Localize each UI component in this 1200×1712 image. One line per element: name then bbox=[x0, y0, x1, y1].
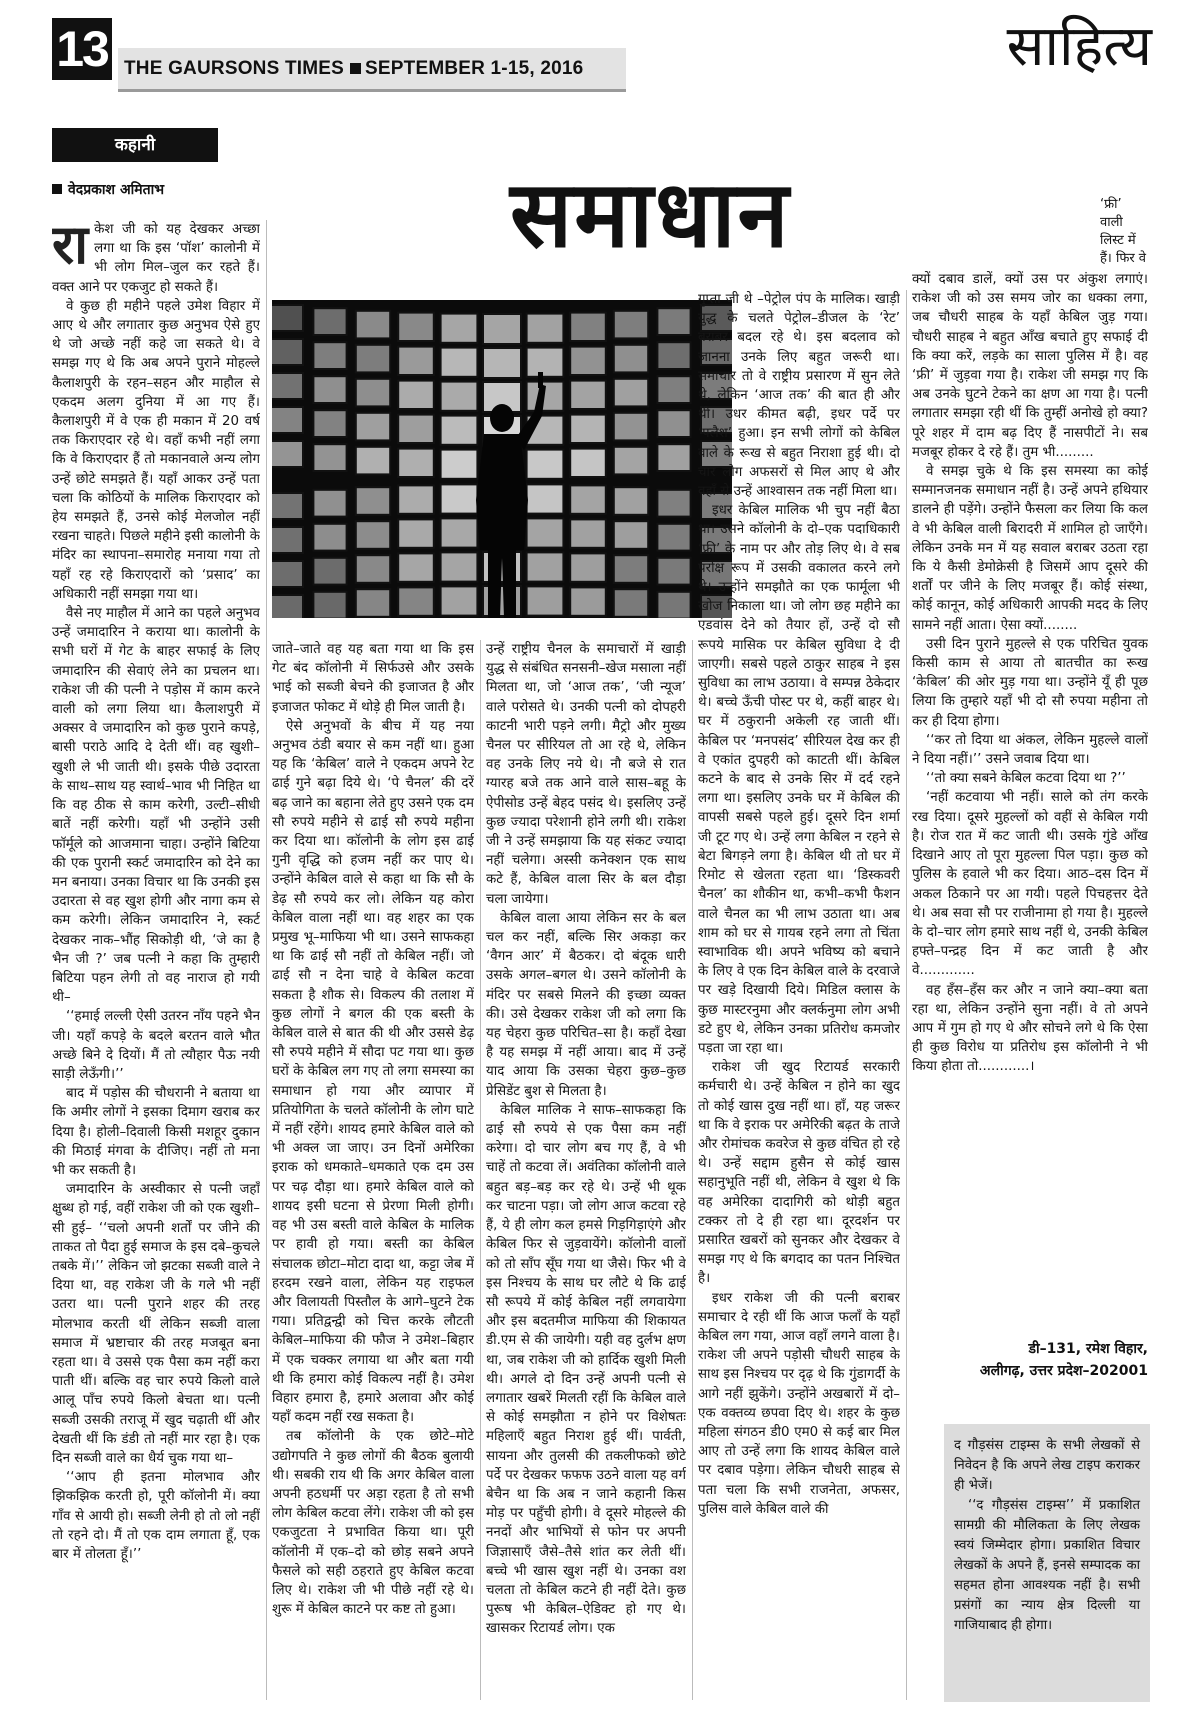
paragraph: इधर केबिल मालिक भी चुप नहीं बैठा था। उसने कॉलोनी के दो–एक पदाधिकारी ‘फ्री’ के नाम पर और तोड़ लिए थे। वे सब परोक्ष रूप में उसकी वकालत करने लगे थे। उन्होंने समझौते का एक फार्मूला भी खोज निकाला था। जो लोग छह महीने का एडवांस देने को तैयार हों, उन्हें दो सौ रूपये मासिक पर केबिल सुविधा दे दी जाएगी। सबसे पहले ठाकुर साहब ने इस सुविधा का लाभ उठाया। वे सम्पन्न ठेकेदार थे। बच्चे ऊँची पोस्ट पर थे, कहीं बाहर थे। घर में ठकुरानी अकेली रह जाती थीं। केबिल पर ‘मनपसंद’ सीरियल देख कर ही वे एकांत दुपहरी को काटती थीं। केबिल कटने के बाद से उनके सिर में दर्द रहने लगा था। इसलिए उनके घर में केबिल की वापसी सबसे पहले हुई। दूसरे दिन शर्मा जी टूट गए थे। उन्हें लगा केबिल न रहने से बेटा बिगड़ने लगा है। केबिल थी तो घर में रिमोट से खेलता रहता था। ‘डिस्कवरी चैनल’ का शौकीन था, कभी–कभी फैशन वाले चैनल का भी लाभ उठाता था। अब शाम को घर से गायब रहने लगा तो चिंता स्वाभाविक थी। अपने भविष्य को बचाने के लिए वे एक दिन केबिल वाले के दरवाजे पर खड़े दिखायी दिये। मिडिल क्लास के कुछ मास्टरनुमा और क्लर्कनुमा लोग अभी डटे हुए थे, लेकिन उनका प्रतिरोध कमजोर पड़ता जा रहा था। bbox=[698, 503, 900, 1056]
tv-screen bbox=[527, 314, 564, 343]
article-column-3 bbox=[486, 640, 686, 1700]
tv-screen bbox=[527, 586, 564, 615]
masthead-bar bbox=[118, 48, 626, 92]
square-bullet-icon bbox=[52, 184, 62, 194]
paragraph: ‘‘तो क्या सबने केबिल कटवा दिया था ?’’ bbox=[926, 771, 1126, 787]
tv-screen bbox=[313, 490, 346, 517]
article-column-2 bbox=[272, 640, 474, 1700]
paragraph: ऐसे अनुभवों के बीच में यह नया अनुभव ठंडी बयार से कम नहीं था। हुआ यह कि ‘केबिल’ वाले ने एकदम अपने रेट ढाई गुने बढ़ा दिये थे। ‘पे चैनल’ की दरें बढ़ जाने का बहाना लेते हुए उसने एक दम सौ रुपये महीने से ढाई सौ रुपये महीना कर दिया था। कॉलोनी के लोग इस ढाई गुनी वृद्धि को हजम नहीं कर पाए थे। उन्होंने केबिल वाले से कहा था कि सौ के डेढ़ सौ रुपये कर लो। लेकिन यह कोरा केबिल वाला नहीं था। वह शहर का एक प्रमुख भू–माफिया भी था। उसने साफकहा था कि ढाई सौ नहीं तो केबिल नहीं। जो ढाई सौ न देना चाहे वे केबिल कटवा सकता है शौक से। विकल्प की तलाश में कुछ लोगों ने बगल की एक बस्ती के केबिल वाले से बात की थी और उससे डेढ़ सौ रुपये महीने में सौदा पट गया था। कुछ घरों के केबिल लग गए तो लगा समस्या का समाधान हो गया और व्यापार में प्रतियोगिता के चलते कॉलोनी के लोग घाटे में नहीं रहेंगे। शायद हमारे केबिल वाले को भी अक्ल जा जाए। उन दिनों अमेरिका इराक को धमकाते–धमकाते एक दम उस पर चढ़ दौड़ा था। हमारे केबिल वाले को शायद इसी घटना से प्रेरणा मिली होगी। वह भी उस बस्ती वाले केबिल के मालिक पर हावी हो गया। बस्ती का केबिल संचालक छोटा–मोटा दादा था, कट्टा जेब में हरदम रखने वाला, लेकिन यह राइफल और विलायती पिस्तौल के आगे–घुटने टेक गया। प्रतिद्वन्द्वी को चित्त करके लौटती केबिल–माफिया की फौज ने उमेश–बिहार में एक चक्कर लगाया था और बता गयी थी कि हमारा कोई विकल्प नहीं है। उमेश विहार हमारा है, हमारे अलावा और कोई यहाँ कदम नहीं रख सकता है। bbox=[272, 718, 474, 1426]
tv-screen bbox=[441, 450, 478, 479]
article-column-1 bbox=[52, 220, 260, 1700]
tv-screen bbox=[398, 313, 434, 341]
paragraph: राकेश जी को यह देखकर अच्छा लगा था कि इस ‘पॉश’ कालोनी में भी लोग मिल–जुल कर रहते हैं। वक्त आने पर एकजुट हो सकते हैं। bbox=[52, 220, 260, 295]
tv-screen bbox=[313, 376, 346, 403]
author-byline bbox=[52, 180, 164, 199]
tv-screen bbox=[356, 555, 390, 583]
tv-screen bbox=[441, 314, 478, 343]
tv-screen bbox=[313, 524, 346, 551]
tv-screen bbox=[356, 487, 390, 515]
square-bullet-icon bbox=[350, 63, 361, 74]
paragraph: ‘‘आप ही इतना मोलभाव और झिकझिक करती हो, पूरी कॉलोनी में। क्या गाँव से आयी हो। सब्जी लेनी हो तो लो नहीं तो रहने दो। मैं तो एक दाम लगाता हूँ, एक बार में तोलता हूँ।’’ bbox=[52, 1470, 260, 1563]
paragraph: केबिल मालिक ने साफ–साफकहा कि ढाई सौ रुपये से एक पैसा कम नहीं करेगा। दो चार लोग बच गए हैं, वे भी चाहें तो कटवा लें। अवंतिका कॉलोनी वाले बहुत बड़–बड़ कर रहे थे। उन्हें भी थूक कर चाटना पड़ा। जो लोग आज कटवा रहे हैं, ये ही लोग कल हमसे गिड़गिड़ाएंगे और केबिल फिर से जुड़वायेंगे। कॉलोनी वालों को तो साँप सूँघ गया था जैसे। फिर भी वे इस निश्चय के साथ घर लौटे थे कि ढाई सौ रूपये में कोई केबिल नहीं लगवायेगा और इस बदतमीज माफिया की शिकायत डी.एम से की जायेगी। यही वह दुर्लभ क्षण था, जब राकेश जी को हार्दिक खुशी मिली थी। अगले दो दिन उन्हें अपनी पत्नी से लगातार खबरें मिलती रहीं कि केबिल वाले से कोई समझौता न होने पर विशेषतः महिलाएँ बहुत निराश हुई थीं। पार्वती, सायना और तुलसी की तकलीफको छोटे पर्दे पर देखकर फफफ उठने वाला यह वर्ग बेचैन था कि अब न जाने कहानी किस मोड़ पर पहुँची होगी। वे दूसरे मोहल्ले की ननदों और भाभियों से फोन पर अपनी जिज्ञासाएँ जैसे–तैसे शांत कर लेती थीं। बच्चे भी खास खुश नहीं थे। उनका वश चलता तो केबिल कटने ही नहीं देते। कुछ पुरूष भी केबिल–ऐडिक्ट हो गए थे। खासकर रिटायर्ड लोग। एक bbox=[486, 1102, 686, 1637]
tv-screen bbox=[356, 447, 390, 475]
tv-screen bbox=[356, 589, 390, 617]
tv-screen bbox=[272, 561, 303, 587]
paragraph: वे समझ चुके थे कि इस समस्या का कोई सम्मानजनक समाधान नहीं है। उन्हें अपने हथियार डालने ही पड़ेंगे। उन्होंने फैसला कर लिया कि कल वे भी केबिल वाली बिरादरी में शामिल हो जाएँगे। लेकिन उनके मन में यह सवाल बराबर उठता रहा कि ये कैसी डेमोक्रेसी है जिसमें आप दूसरे की शर्तों पर जीने के लिए मजबूर हैं। कोई संस्था, कोई कानून, कोई अधिकारी आपकी मदद के लिए सामने नहीं आता। ऐसा क्यों........ bbox=[912, 464, 1148, 633]
tv-screen bbox=[657, 376, 690, 403]
author-name: वेदप्रकाश अमिताभ bbox=[68, 182, 165, 198]
tv-screen bbox=[614, 311, 648, 339]
paragraph: बाद में पड़ोस की चौधरानी ने बताया था कि अमीर लोगों ने इसका दिमाग खराब कर दिया है। होली–दिवाली किसी मशहूर दुकान की मिठाई मंगवा के दीजिए। नहीं तो मना भी कर सकती है। bbox=[52, 1086, 260, 1178]
paragraph: राकेश जी खुद रिटायर्ड सरकारी कर्मचारी थे। उन्हें केबिल न होने का खुद तो कोई खास दुख नहीं था। हाँ, यह जरूर था कि वे इराक पर अमेरिकी बढ़त के ताजे और रोमांचक कवरेज से कुछ वंचित हो रहे थे। उन्हें सद्दाम हुसैन से कोई खास सहानुभूति नहीं थी, लेकिन वे खुश थे कि वह अमेरिका दादागिरी को थोड़ी बहुत टक्कर तो दे ही रहा था। दूरदर्शन पर प्रसारित खबरों को सुनकर और देखकर वे समझ गए थे कि बगदाद का पतन निश्चित है। bbox=[698, 1060, 900, 1287]
tv-screen bbox=[614, 447, 648, 475]
paragraph: ‘‘कर तो दिया था अंकल, लेकिन मुहल्ले वालों ने दिया नहीं।’’ उसने जवाब दिया था। bbox=[912, 732, 1148, 768]
column-rule bbox=[266, 220, 267, 1700]
article-column-4 bbox=[698, 290, 900, 1700]
tv-screen bbox=[614, 379, 648, 407]
tv-screen bbox=[313, 342, 346, 369]
tv-screen bbox=[441, 484, 478, 513]
tv-screen bbox=[614, 345, 648, 373]
tv-screen bbox=[398, 519, 434, 547]
article-headline: समाधान bbox=[510, 161, 791, 268]
tv-screen bbox=[441, 348, 478, 377]
tv-screen bbox=[570, 553, 606, 581]
tv-screen bbox=[398, 587, 434, 615]
page-number: 13 bbox=[52, 18, 112, 80]
tv-screen bbox=[657, 524, 690, 551]
tv-screen bbox=[614, 413, 648, 441]
tv-screen bbox=[527, 450, 564, 479]
article-column-5 bbox=[912, 270, 1148, 1370]
tv-screen bbox=[272, 493, 303, 519]
tv-screen bbox=[614, 589, 648, 617]
tv-screen bbox=[398, 485, 434, 513]
tv-screen bbox=[313, 410, 346, 437]
section-title: साहित्य bbox=[1006, 14, 1152, 79]
tv-screen bbox=[614, 487, 648, 515]
paragraph: वे कुछ ही महीने पहले उमेश विहार में आए थे और लगातार कुछ अनुभव ऐसे हुए थे जो अच्छे नहीं कहे जा सकते थे। वे समझ गए थे कि अब अपने पुराने मोहल्ले कैलाशपुरी के रहन–सहन और माहौल से एकदम अलग दुनिया में आ गए हैं। कैलाशपुरी में वे एक ही मकान में 20 वर्ष तक किराएदार रहे थे। वहाँ कभी नहीं लगा कि वे किराएदार हैं तो मकानवाले अन्य लोग उन्हें छोटे समझते हैं। यहाँ आकर उन्हें पता चला कि कोठियों के मालिक किराएदार को हेय समझते हैं, उनसे कोई मेलजोल नहीं रखना चाहते। पिछले महीने इसी कालोनी के मंदिर का स्थापना–समारोह मनाया गया तो यहाँ रह रहे किराएदारों को ‘प्रसाद’ का अधिकारी नहीं समझा गया था। bbox=[52, 298, 260, 602]
tv-screen bbox=[441, 586, 478, 615]
tv-screen bbox=[657, 490, 690, 517]
tv-screen bbox=[272, 527, 303, 553]
tv-screen bbox=[657, 342, 690, 369]
tv-screen bbox=[356, 413, 390, 441]
article-column-5-top: ‘फ्री’ वाली लिस्ट में हैं। फिर वे bbox=[1100, 197, 1147, 266]
tv-screen bbox=[398, 381, 434, 409]
tv-screen bbox=[614, 555, 648, 583]
tv-screen bbox=[356, 311, 390, 339]
paragraph: जाते–जाते वह यह बता गया था कि इस गेट बंद कॉलोनी में सिर्फउसे और उसके भाई को सब्जी बेचने की इजाजत है और इजाजत फोकट में थोड़े ही मिल जाती है। bbox=[272, 642, 474, 715]
tv-screen bbox=[657, 410, 690, 437]
tv-screen bbox=[483, 348, 521, 378]
tv-screen bbox=[272, 339, 303, 365]
tv-screen bbox=[570, 449, 606, 477]
tv-screen bbox=[527, 518, 564, 547]
tv-screen bbox=[657, 558, 690, 585]
tv-screen bbox=[614, 521, 648, 549]
tv-screen bbox=[570, 347, 606, 375]
tv-screen bbox=[356, 345, 390, 373]
tv-screen bbox=[313, 558, 346, 585]
tv-screen bbox=[398, 553, 434, 581]
tv-screen bbox=[570, 415, 606, 443]
tv-screen bbox=[570, 519, 606, 547]
tv-screen bbox=[272, 441, 303, 467]
tv-wall-illustration bbox=[272, 300, 732, 618]
tv-screen bbox=[441, 518, 478, 547]
tv-screen bbox=[398, 347, 434, 375]
tv-screen bbox=[527, 348, 564, 377]
tv-screen bbox=[356, 521, 390, 549]
paragraph: इधर राकेश जी की पत्नी बराबर समाचार दे रही थीं कि आज फलाँ के यहाँ केबिल लग गया, आज वहाँ लगने वाला है। राकेश जी अपने पड़ोसी चौधरी साहब के साथ इस निश्चय पर दृढ़ थे कि गुंडागर्दी के आगे नहीं झुकेंगे। उन्होंने अखबारों में दो–एक वक्तव्य छपवा दिए थे। शहर के कुछ महिला संगठन डी0 एम0 से कई बार मिल आए तो उन्हें लगा कि शायद केबिल वाले पर दबाव पड़ेगा। लेकिन चौधरी साहब से पता चला कि सभी राजनेता, अफसर, पुलिस वाले केबिल वाले की bbox=[698, 1290, 900, 1517]
tv-screen bbox=[313, 308, 346, 335]
tv-screen bbox=[657, 444, 690, 471]
column-rule bbox=[480, 640, 481, 1700]
paragraph: उन्हें राष्ट्रीय चैनल के समाचारों में खाड़ी युद्ध से संबंधित सनसनी–खेज मसाला नहीं मिलता था, जो ‘आज तक’, ‘जी न्यूज’ वाले परोसते थे। उनकी पत्नी को दोपहरी काटनी भारी पड़ने लगी। मैट्रो और मुख्य चैनल पर सीरियल तो आ रहे थे, लेकिन वह उनके लिए नये थे। नौ बजे से रात ग्यारह बजे तक आने वाले सास–बहू के ऐपीसोड उन्हें बेहद पसंद थे। इसलिए उन्हें कुछ ज्यादा परेशानी होने लगी थी। राकेश जी ने उन्हें समझाया कि यह संकट ज्यादा नहीं चलेगा। अस्सी कनेक्शन एक साथ कटे हैं, केबिल वाला सिर के बल दौड़ा चला जायेगा। bbox=[486, 642, 686, 907]
tv-screen bbox=[570, 313, 606, 341]
tv-screen bbox=[570, 381, 606, 409]
tv-screen bbox=[313, 592, 346, 618]
issue-date: SEPTEMBER 1-15, 2016 bbox=[365, 58, 584, 79]
author-address bbox=[920, 1338, 1148, 1382]
tv-screen bbox=[398, 415, 434, 443]
genre-tag: कहानी bbox=[52, 128, 218, 162]
article-hero-image bbox=[272, 300, 732, 618]
paragraph: जमादारिन के अस्वीकार से पत्नी जहाँ क्षुब्ध हो गई, वहीं राकेश जी को एक खुशी–सी हुई– ‘‘चलो अपनी शर्तों पर जीने की ताकत तो पैदा हुई समाज के इस दबे–कुचले तबके में।’’ लेकिन जो झटका सब्जी वाले ने दिया था, वह राकेश जी के गले भी नहीं उतरा था। पत्नी पुराने शहर की तरह मोलभाव करती थीं लेकिन सब्जी वाला समाज में भ्रष्टाचार की तरह मजबूत बना रहता था। वे उससे एक पैसा कम नहीं करा पाती थीं। बल्कि वह चार रुपये किलो वाले आलू पाँच रुपये किलो बेचता था। पत्नी सब्जी उसकी तराजू में खुद चढ़ाती थीं और देखती थीं कि डंडी तो नहीं मार रहा है। एक दिन सब्जी वाले का धैर्य चुक गया था– bbox=[52, 1182, 260, 1466]
notice-paragraph: ‘‘द गौड़संस टाइम्स’’ में प्रकाशित सामग्री की मौलिकता के लिए लेखक स्वयं जिम्मेदार होगा। प्रकाशित विचार लेखकों के अपने हैं, इनसे सम्पादक का सहमत होना आवश्यक नहीं है। सभी प्रसंगों का न्याय क्षेत्र दिल्ली या गाजियाबाद ही होगा। bbox=[954, 1498, 1140, 1633]
column-rule bbox=[692, 640, 693, 1700]
paper-name: THE GAURSONS TIMES bbox=[124, 58, 345, 79]
tv-screen bbox=[272, 305, 303, 331]
address-line: अलीगढ़, उत्तर प्रदेश–202001 bbox=[979, 1363, 1148, 1379]
tv-screen bbox=[570, 485, 606, 513]
notice-paragraph: द गौड़संस टाइम्स के सभी लेखकों से निवेदन है कि अपने लेख टाइप कराकर ही भेजें। bbox=[954, 1438, 1140, 1493]
paragraph: वह हँस–हँस कर और न जाने क्या–क्या बता रहा था, लेकिन उन्होंने सुना नहीं। वे तो अपने आप में गुम हो गए थे और सोचने लगे थे कि ऐसा ही कुछ विरोध या प्रतिरोध इस कॉलोनी ने भी किया होता तो............। bbox=[912, 982, 1148, 1075]
tv-screen bbox=[657, 592, 690, 618]
column-rule bbox=[906, 290, 907, 1700]
tv-screen bbox=[483, 314, 521, 344]
address-line: डी–131, रमेश विहार, bbox=[1028, 1341, 1148, 1357]
paragraph: ‘‘हमाई लल्ली ऐसी उतरन नाँय पहने भैन जी। यहाँ कपड़े के बदले बरतन वाले भौत अच्छे बिने दे दियों। मैं तो त्यौहार पैऊ नयी साड़ी लेऊँगी।’’ bbox=[52, 1009, 260, 1082]
editorial-notice bbox=[944, 1424, 1150, 1702]
tv-screen bbox=[441, 552, 478, 581]
paragraph: क्यों दबाव डालें, क्यों उस पर अंकुश लगाएं। राकेश जी को उस समय जोर का धक्का लगा, जब चौधरी साहब के यहाँ केबिल जुड़ गया। चौधरी साहब ने बहुत आँख बचाते हुए सफाई दी कि क्या करें, लड़के का साला पुलिस में है। वह ‘फ्री’ में जुड़वा गया है। राकेश जी समझ गए कि अब उनके घुटने टेकने का क्षण आ गया है। पत्नी लगातार समझा रही थीं कि तुम्हीं अनोखे हो क्या? पूरे शहर में दाम बढ़ दिए हैं नासपीटों ने। सब मजबूर होकर दे रहे हैं। तुम भी......... bbox=[912, 272, 1148, 460]
tv-screen bbox=[356, 379, 390, 407]
tv-screen bbox=[441, 382, 478, 411]
tv-screen bbox=[657, 308, 690, 335]
tv-screen bbox=[398, 449, 434, 477]
paragraph: केबिल वाला आया लेकिन सर के बल चल कर नहीं, बल्कि सिर अकड़ा कर ‘वैगन आर’ में बैठकर। दो बंदूक धारी उसके अगल–बगल थे। उसने कॉलोनी के मंदिर पर सबसे मिलने की इच्छा व्यक्त की। उसे देखकर राकेश जी को लगा कि यह चेहरा कुछ परिचित–सा है। कहाँ देखा है यह समझ में नहीं आया। बाद में उन्हें याद आया कि उसका चेहरा कुछ–कुछ प्रेसिडेंट बुश से मिलता है। bbox=[486, 910, 686, 1099]
tv-screen bbox=[527, 484, 564, 513]
tv-screen bbox=[272, 407, 303, 433]
tv-screen bbox=[272, 595, 303, 618]
tv-screen bbox=[441, 416, 478, 445]
drop-cap: रा bbox=[52, 220, 89, 276]
tv-screen bbox=[570, 587, 606, 615]
paragraph: वैसे नए माहौल में आने का पहले अनुभव उन्हें जमादारिन ने कराया था। कालोनी के सभी घरों में गेट के बाहर सफाई के लिए जमादारिन की सेवाएं लेने का प्रचलन था। राकेश जी की पत्नी ने पड़ोस में काम करने वाली को लगा लिया था। कैलाशपुरी में अक्सर वे जमादारिन को कुछ पुराने कपड़े, बासी पराठे आदि दे देती थीं। वह खुशी–खुशी ले भी जाती थी। इसके पीछे उदारता के साथ–साथ यह स्वार्थ–भाव भी निहित था कि वह ठीक से काम करेगी, उल्टी–सीधी बातें नहीं करेगी। यहाँ भी उन्होंने उसी फॉर्मूले को आजमाना चाहा। उन्होंने बिटिया की एक पुरानी स्कर्ट जमादारिन को देने का मन बनाया। उनका विचार था कि उनकी इस उदारता से वह खुश होगी और नागा कम से कम करेगी। लेकिन जमादारिन ने, स्कर्ट देखकर नाक–भौंह सिकोड़ी थी, ‘जे का है भैन जी ?’ जब पत्नी ने कहा कि तुम्हारी बिटिया पहन लेगी तो वह नाराज हो गयी थी– bbox=[52, 606, 260, 1006]
paragraph: गुप्ता जी थे –पेट्रोल पंप के मालिक। खाड़ी युद्ध के चलते पेट्रोल–डीजल के ‘रेट’ बराबर बदल रहे थे। इस बदलाव को जानना उनके लिए बहुत जरूरी था। समाचार तो वे राष्ट्रीय प्रसारण में सुन लेते थे, लेकिन ‘आज तक’ की बात ही और थी। उधर कीमत बढ़ी, इधर पर्दे पर ‘फ्लैश’ हुआ। इन सभी लोगों को केबिल वाले के रूख से बहुत निराशा हुई थी। दो चार लोग अफसरों से मिल आए थे और वहाँ से उन्हें आश्वासन तक नहीं मिला था। bbox=[698, 292, 900, 500]
paragraph: तब कॉलोनी के एक छोटे–मोटे उद्योगपति ने कुछ लोगों की बैठक बुलायी थी। सबकी राय थी कि अगर केबिल वाला अपनी हठधर्मी पर अड़ा रहता है तो सभी लोग केबिल कटवा लेंगे। राकेश जी को इस एकजुटता ने प्रभावित किया था। पूरी कॉलोनी में एक–दो को छोड़ सबने अपने फैसले को सही ठहराते हुए केबिल कटवा लिए थे। राकेश जी भी पीछे नहीं रहे थे। शुरू में केबिल काटने पर कष्ट तो हुआ। bbox=[272, 1429, 474, 1618]
masthead bbox=[52, 14, 1152, 84]
paragraph: उसी दिन पुराने मुहल्ले से एक परिचित युवक किसी काम से आया तो बातचीत का रूख ‘केबिल’ की ओर मुड़ गया था। उन्होंने यूँ ही पूछ लिया कि तुम्हारे यहाँ भी दो सौ रुपया महीना तो कर ही दिया होगा। bbox=[912, 636, 1148, 729]
tv-screen bbox=[313, 444, 346, 471]
tv-screen bbox=[272, 373, 303, 399]
paragraph: ‘नहीं कटवाया भी नहीं। साले को तंग करके रख दिया। दूसरे मुहल्लों को वहीं से केबिल गयी है। रोज रात में कट जाती थी। उसके गुंडे आँख दिखाने आए तो पूरा मुहल्ला पिल पड़ा। कुछ को पुलिस के हवाले भी कर दिया। आठ–दस दिन में अकल ठिकाने पर आ गयी। पहले पिचहत्तर देते थे। अब सवा सौ पर राजीनामा हो गया है। मुहल्ले के दो–चार लोग हमारे साथ नहीं थे, उनकी केबिल हफ्ते–पन्द्रह दिन में कट जाती है और वे............. bbox=[912, 790, 1148, 979]
masthead-text bbox=[124, 58, 583, 80]
tv-screen bbox=[527, 552, 564, 581]
